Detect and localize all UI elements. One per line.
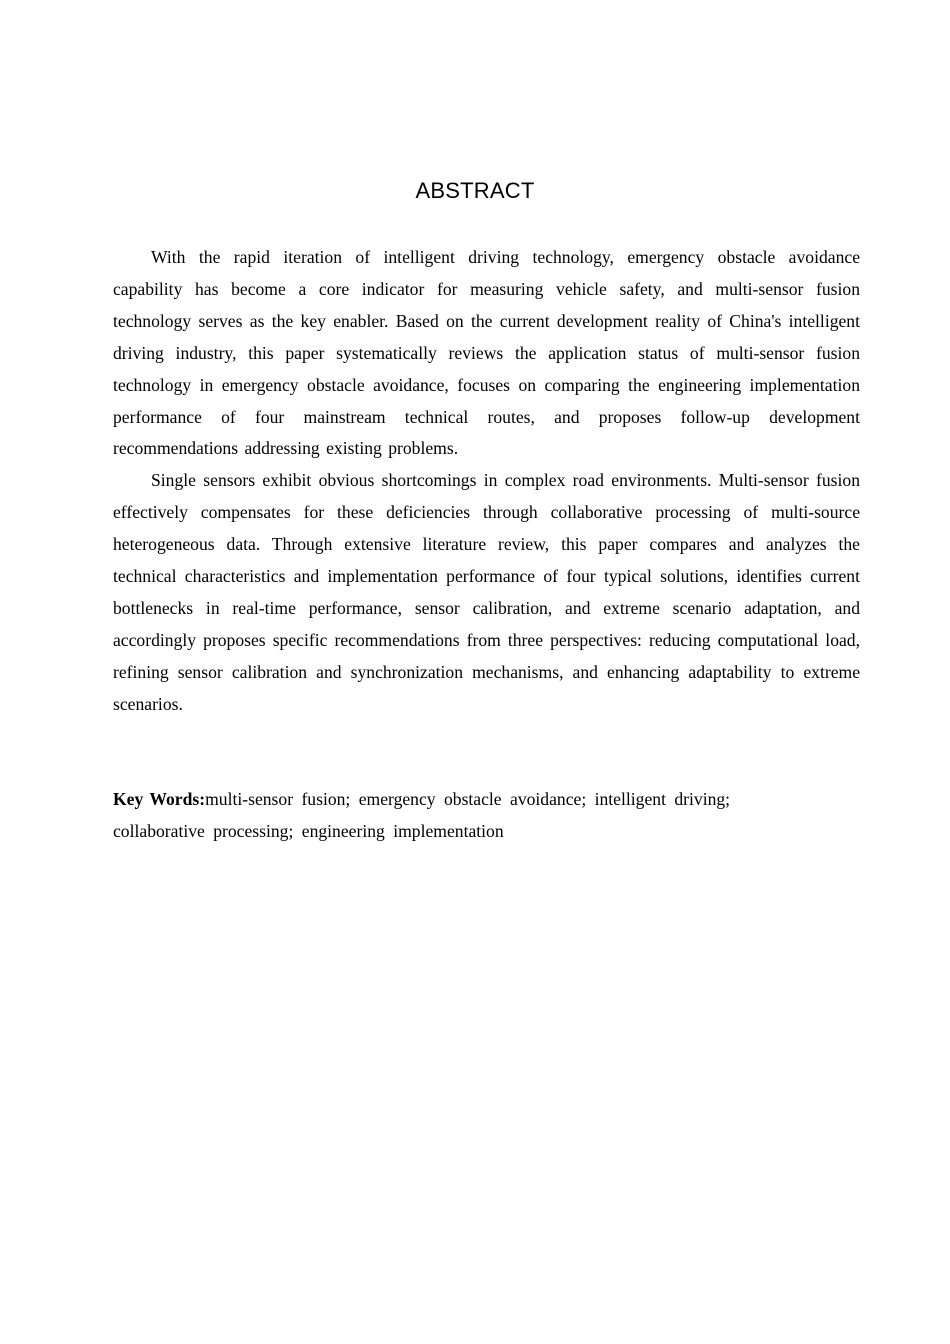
abstract-body: [113, 242, 860, 721]
keywords-list: multi-sensor fusion; emergency obstacle avoidance; intelligent driving; collaborative processing; engineering implementation: [113, 789, 731, 841]
abstract-title: ABSTRACT: [415, 178, 535, 203]
keywords-label: Key Words:: [113, 789, 206, 809]
abstract-paragraph-2: Single sensors exhibit obvious shortcomings in complex road environments. Multi-sensor fusion effectively compensates for these deficiencies through collaborative processing of multi-source heterogeneous data. Through extensive literature review, this paper compares and analyzes the technical characteristics and implementation performance of four typical solutions, identifies current bottlenecks in real-time performance, sensor calibration, and extreme scenario adaptation, and accordingly proposes specific recommendations from three perspectives: reducing computational load, refining sensor calibration and synchronization mechanisms, and enhancing adaptability to extreme scenarios.: [113, 470, 860, 714]
abstract-paragraph-1: With the rapid iteration of intelligent driving technology, emergency obstacle avoidance capability has become a core indicator for measuring vehicle safety, and multi-sensor fusion technology serves as the key enabler. Based on the current development reality of China's intelligent driving industry, this paper systematically reviews the application status of multi-sensor fusion technology in emergency obstacle avoidance, focuses on comparing the engineering implementation performance of four mainstream technical routes, and proposes follow-up development recommendations addressing existing problems.: [113, 247, 860, 459]
keywords-line: [113, 784, 813, 848]
